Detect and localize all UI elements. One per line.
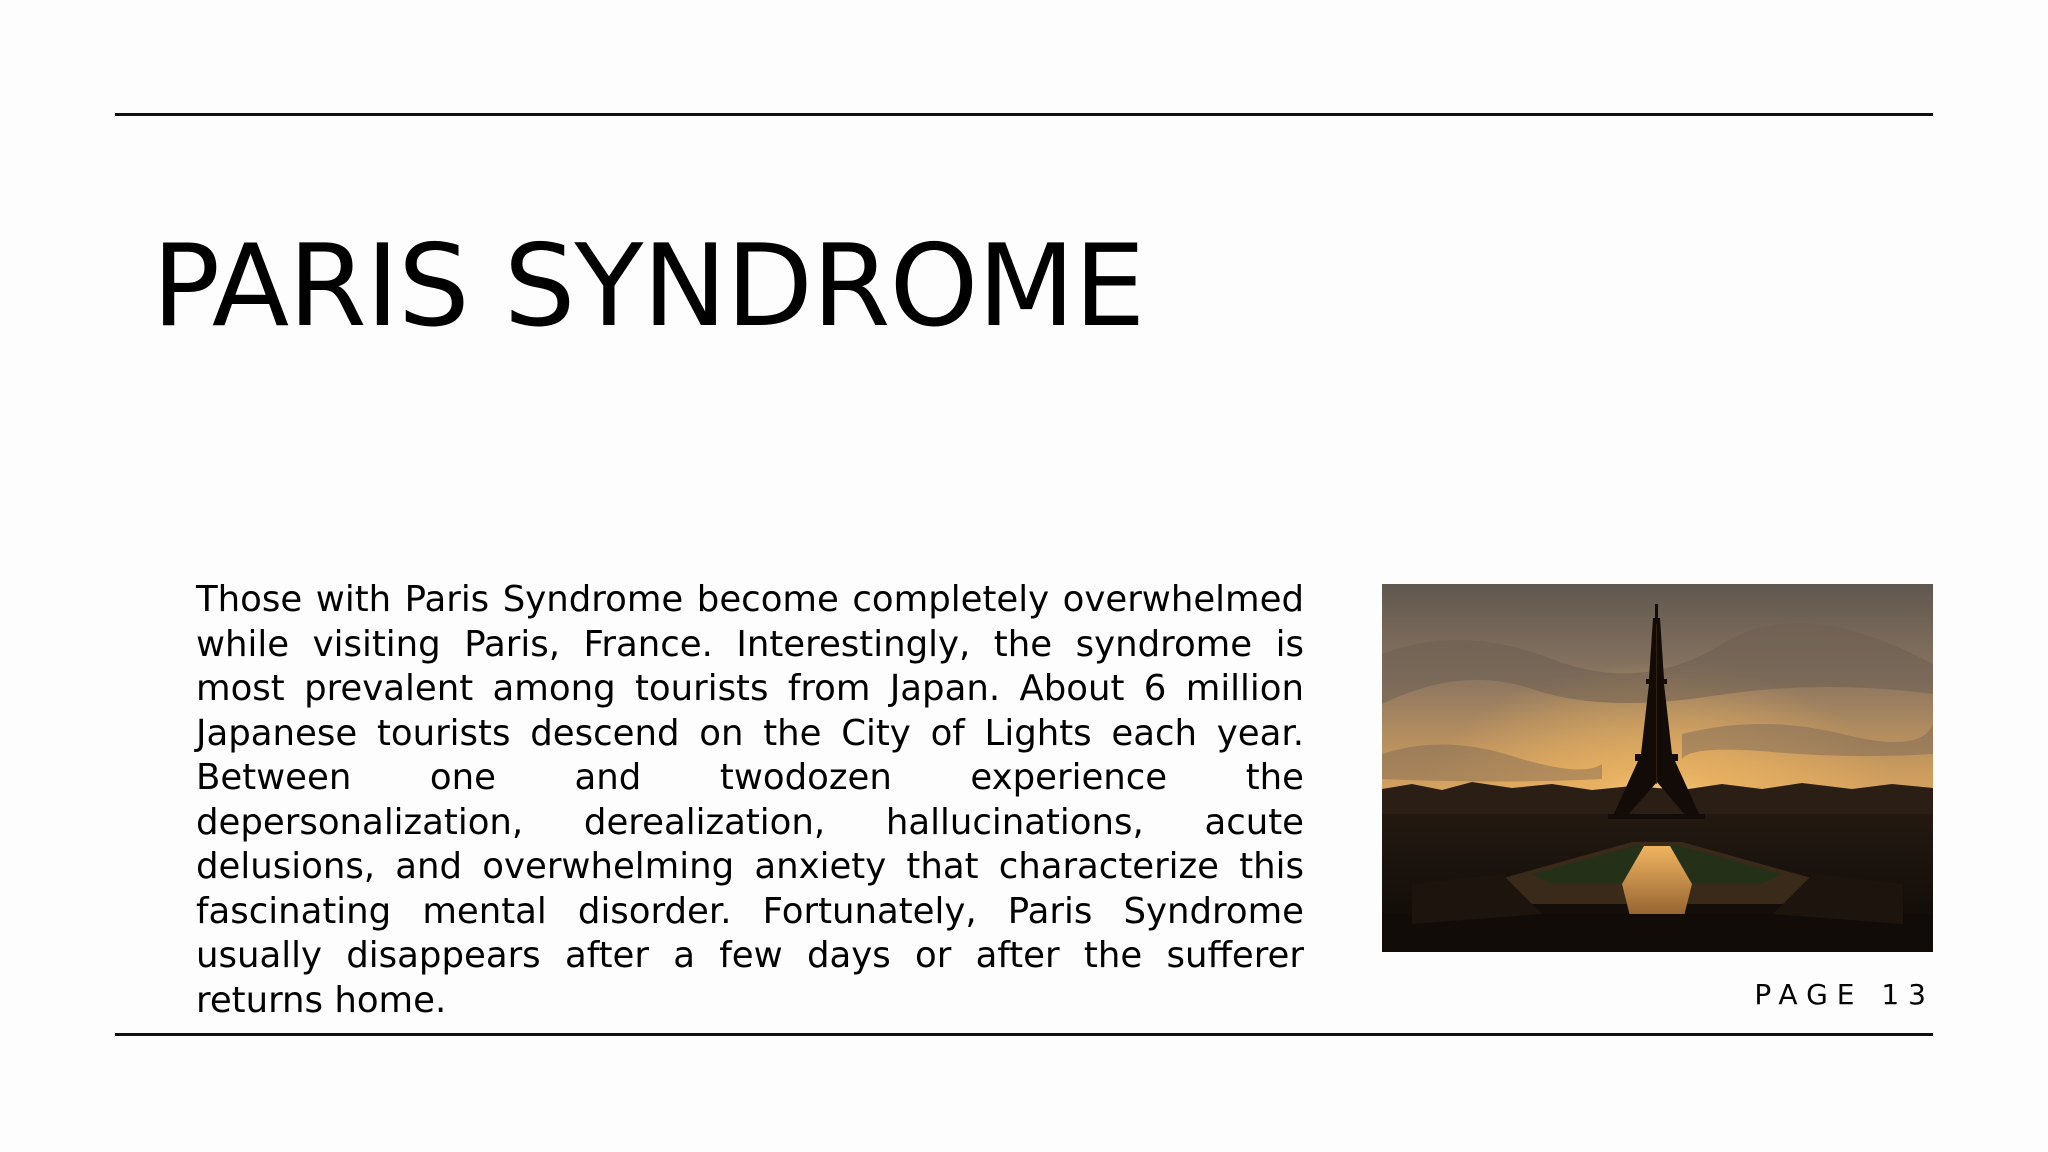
eiffel-tower-photo — [1382, 584, 1933, 952]
slide-title: PARIS SYNDROME — [152, 220, 1145, 352]
page-number: PAGE 13 — [1754, 978, 1935, 1011]
bottom-divider — [115, 1033, 1933, 1036]
body-paragraph: Those with Paris Syndrome become completely overwhelmed while visiting Paris, France. Interestingly, the syndrome is most prevalent among tourists from Japan. About 6 million Japanese tourists descend on the City of Lights each year. Between one and twodozen experience the depersonalization, derealization, hallucinations, acute delusions, and overwhelming anxiety that characterize this fascinating mental disorder. Fortunately, Paris Syndrome usually disappears after a few days or after the sufferer returns home. — [196, 579, 1304, 1021]
top-divider — [115, 113, 1933, 116]
